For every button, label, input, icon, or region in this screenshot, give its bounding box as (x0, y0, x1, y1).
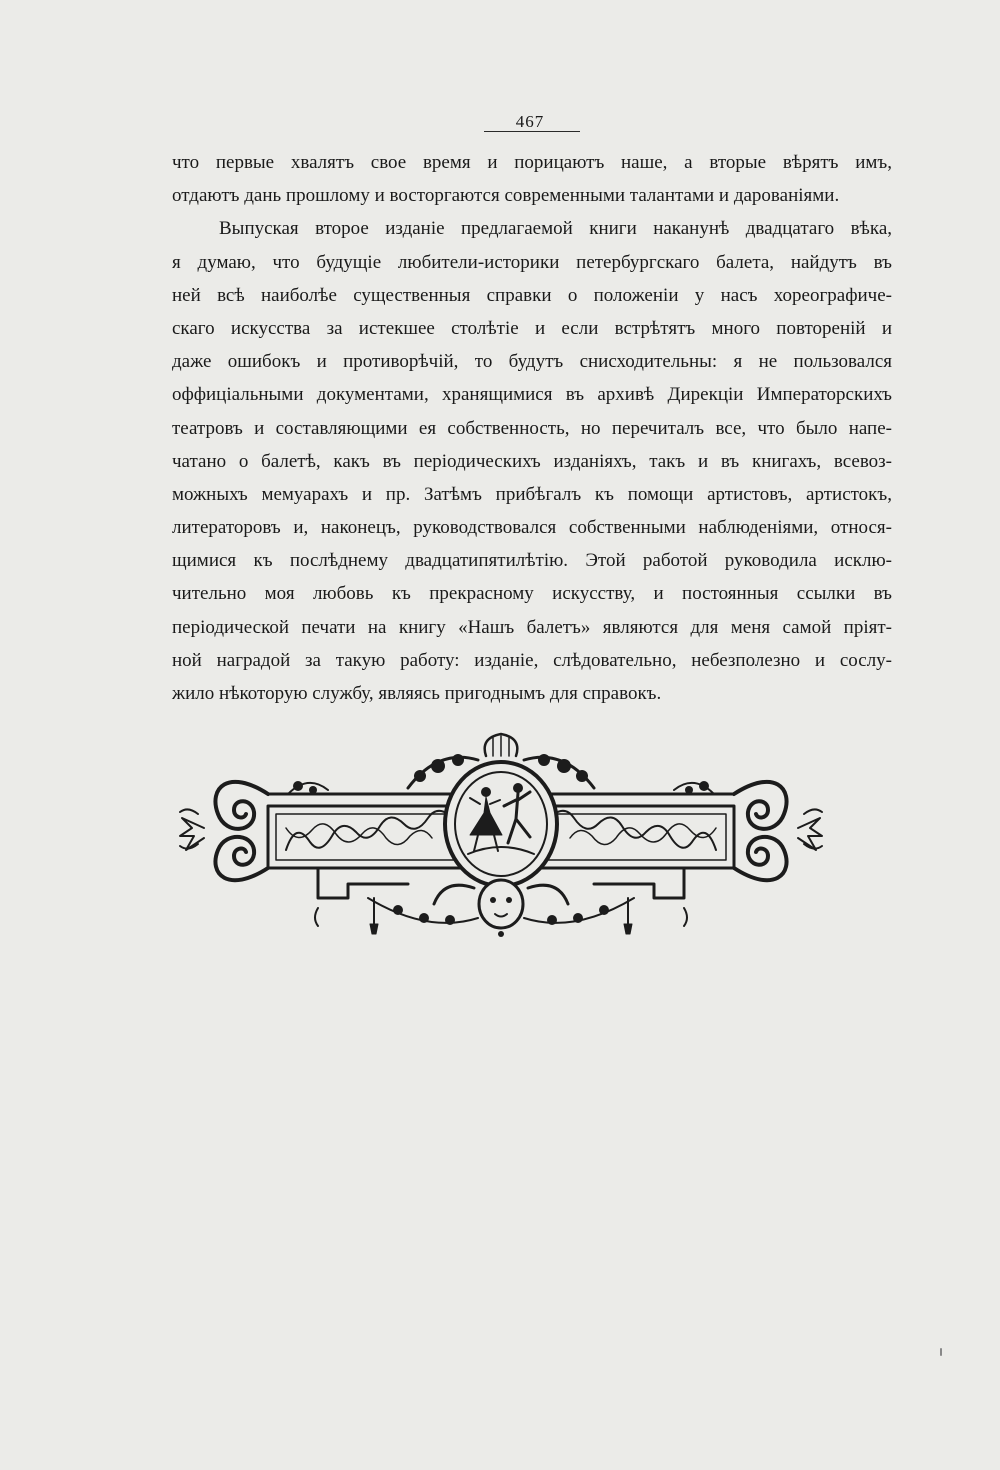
text-line: я думаю, что будущіе любители-историки петербургскаго балета, найдутъ въ (172, 251, 892, 273)
text-line: чительно моя любовь къ прекрасному искусству, и постоянныя ссылки въ (172, 583, 892, 605)
text-line: скаго искусства за истекшее столѣтіе и если встрѣтятъ много повтореній и (172, 317, 892, 339)
page-number-rule (484, 131, 580, 132)
text-line: можныхъ мемуарахъ и пр. Затѣмъ прибѣгалъ къ помощи артистовъ, артистокъ, (172, 483, 892, 505)
text-line: щимися къ послѣднему двадцатипятилѣтію. Этой работой руководила исклю- (172, 550, 892, 572)
text-line: жило нѣкоторую службу, являясь пригоднымъ для справокъ. (172, 683, 662, 704)
text-line: ней всѣ наиболѣе существенныя справки о положеніи у насъ хореографиче- (172, 284, 892, 306)
text-line: отдаютъ дань прошлому и восторгаются современными талантами и дарованіями. (172, 185, 840, 207)
text-line: Выпуская второе изданіе предлагаемой книги наканунѣ двадцатаго вѣка, (219, 218, 892, 240)
text-line: литераторовъ и, наконецъ, руководствовался собственными наблюденіями, относя- (172, 517, 892, 539)
decorative-tailpiece-dancers-icon (168, 728, 834, 940)
text-line: чатано о балетѣ, какъ въ періодическихъ изданіяхъ, такъ и въ книгахъ, всевоз- (172, 450, 892, 472)
text-line: оффиціальными документами, хранящимися въ архивѣ Дирекціи Императорскихъ (172, 384, 892, 406)
text-line: ной наградой за такую работу: изданіе, слѣдовательно, небезполезно и сослу- (172, 649, 892, 671)
text-line: что первые хвалятъ свое время и порицаютъ наше, а вторые вѣрятъ имъ, (172, 152, 892, 173)
text-line: періодической печати на книгу «Нашъ балетъ» являются для меня самой пріят- (172, 616, 892, 638)
body-text (172, 146, 892, 710)
text-line: даже ошибокъ и противорѣчій, то будутъ снисходительны: я не пользовался (172, 351, 892, 373)
text-line: театровъ и составляющими ея собственность, но перечиталъ все, что было напе- (172, 417, 892, 439)
paper-speck (940, 1348, 942, 1356)
page-number: 467 (515, 112, 545, 131)
